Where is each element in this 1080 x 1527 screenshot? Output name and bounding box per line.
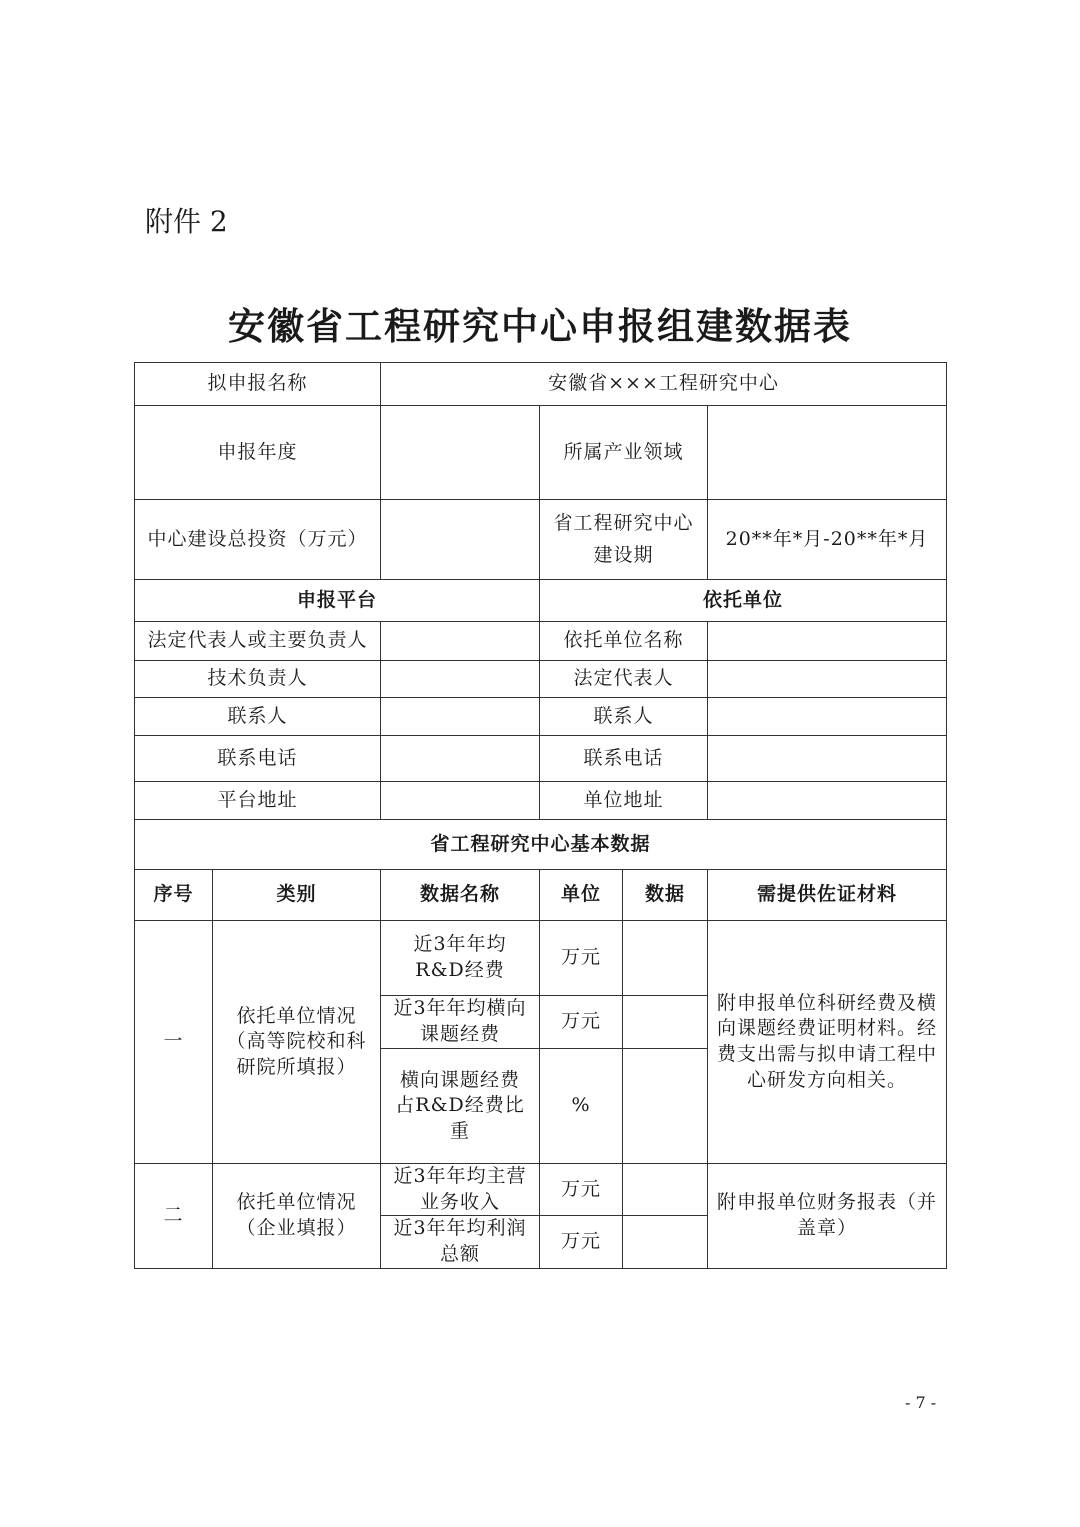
- platform-phone-value[interactable]: [381, 736, 540, 782]
- platform-contact-label: 联系人: [135, 698, 381, 736]
- investment-value[interactable]: [381, 500, 540, 580]
- platform-address-value[interactable]: [381, 782, 540, 820]
- data-item-unit: 万元: [540, 1164, 623, 1216]
- unit-name-value[interactable]: [708, 622, 947, 661]
- data-item-unit: 万元: [540, 921, 623, 996]
- unit-phone-label: 联系电话: [540, 736, 708, 782]
- data-item-value[interactable]: [623, 1216, 708, 1268]
- col-header-category: 类别: [213, 870, 381, 921]
- col-header-unit: 单位: [540, 870, 623, 921]
- proposed-name-value[interactable]: 安徽省×××工程研究中心: [381, 363, 947, 406]
- year-value[interactable]: [381, 406, 540, 500]
- group-index: 一: [135, 921, 213, 1164]
- page-title: 安徽省工程研究中心申报组建数据表: [228, 305, 852, 348]
- group-evidence: 附申报单位科研经费及横向课题经费证明材料。经费支出需与拟申请工程中心研发方向相关。: [708, 921, 947, 1164]
- page-number: - 7 -: [905, 1393, 937, 1412]
- investment-label: 中心建设总投资（万元）: [135, 500, 381, 580]
- unit-address-value[interactable]: [708, 782, 947, 820]
- col-header-index: 序号: [135, 870, 213, 921]
- unit-address-label: 单位地址: [540, 782, 708, 820]
- platform-section-title: 申报平台: [135, 580, 540, 622]
- year-label: 申报年度: [135, 406, 381, 500]
- group-category: 依托单位情况（企业填报）: [213, 1164, 381, 1269]
- industry-label: 所属产业领域: [540, 406, 708, 500]
- data-item-name: 近3年年均横向课题经费: [381, 996, 540, 1049]
- data-item-value[interactable]: [623, 921, 708, 996]
- construction-period-label-line2: 建设期: [593, 543, 654, 566]
- unit-legal-rep-label: 法定代表人: [540, 661, 708, 698]
- unit-contact-value[interactable]: [708, 698, 947, 736]
- data-item-name: 近3年年均R&D经费: [381, 921, 540, 996]
- construction-period-label: [540, 500, 708, 580]
- construction-period-label-line1: 省工程研究中心: [553, 511, 694, 534]
- col-header-data: 数据: [623, 870, 708, 921]
- legal-rep-or-head-value[interactable]: [381, 622, 540, 661]
- unit-legal-rep-value[interactable]: [708, 661, 947, 698]
- attachment-label: 附件 2: [145, 205, 228, 238]
- data-item-unit: 万元: [540, 996, 623, 1049]
- proposed-name-label: 拟申报名称: [135, 363, 381, 406]
- platform-phone-label: 联系电话: [135, 736, 381, 782]
- unit-name-label: 依托单位名称: [540, 622, 708, 661]
- basic-data-section-title: 省工程研究中心基本数据: [135, 820, 947, 870]
- data-item-unit: 万元: [540, 1216, 623, 1268]
- group-category: 依托单位情况（高等院校和科研院所填报）: [213, 921, 381, 1164]
- col-header-evidence: 需提供佐证材料: [708, 870, 947, 921]
- data-item-name: 近3年年均主营业务收入: [381, 1164, 540, 1216]
- application-data-table: [134, 362, 947, 1269]
- construction-period-value[interactable]: 20**年*月-20**年*月: [708, 500, 947, 580]
- group-index: 二: [135, 1164, 213, 1269]
- data-item-value[interactable]: [623, 1164, 708, 1216]
- legal-rep-or-head-label: 法定代表人或主要负责人: [135, 622, 381, 661]
- unit-contact-label: 联系人: [540, 698, 708, 736]
- data-item-unit: %: [540, 1049, 623, 1164]
- unit-section-title: 依托单位: [540, 580, 947, 622]
- group-evidence: 附申报单位财务报表（并盖章）: [708, 1164, 947, 1269]
- unit-phone-value[interactable]: [708, 736, 947, 782]
- data-item-value[interactable]: [623, 996, 708, 1049]
- data-item-name: 近3年年均利润总额: [381, 1216, 540, 1268]
- tech-lead-label: 技术负责人: [135, 661, 381, 698]
- platform-contact-value[interactable]: [381, 698, 540, 736]
- data-item-value[interactable]: [623, 1049, 708, 1164]
- col-header-data-name: 数据名称: [381, 870, 540, 921]
- data-item-name: 横向课题经费占R&D经费比重: [381, 1049, 540, 1164]
- industry-value[interactable]: [708, 406, 947, 500]
- platform-address-label: 平台地址: [135, 782, 381, 820]
- tech-lead-value[interactable]: [381, 661, 540, 698]
